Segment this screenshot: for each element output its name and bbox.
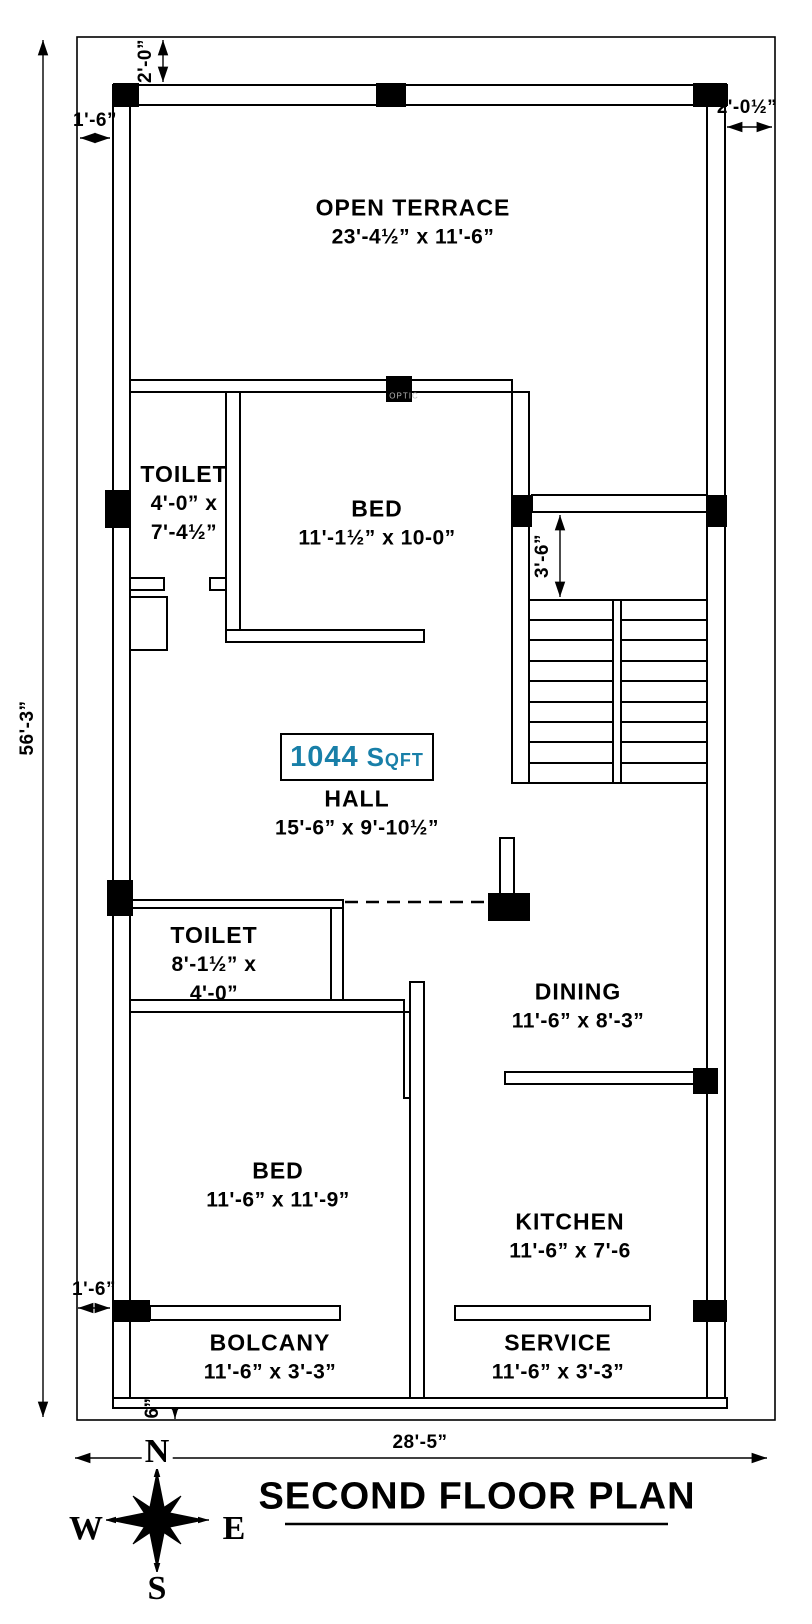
compass-west-label: W <box>66 1512 106 1546</box>
room-label-bed-upper <box>298 494 455 553</box>
dim-stair-landing: 3'-6” <box>532 534 553 578</box>
room-dims: 11'-1½” x 10-0” <box>298 526 456 550</box>
room-label-open-terrace <box>316 193 511 252</box>
compass-star <box>105 1466 209 1574</box>
room-label-toilet-upper <box>140 459 227 547</box>
room-name: TOILET <box>140 461 228 487</box>
dim-top-left-vertical: 2'-0” <box>135 39 156 83</box>
dim-bottom-left: 1'-6” <box>72 1279 116 1300</box>
room-label-service <box>492 1328 625 1387</box>
room-name: BED <box>252 1157 304 1184</box>
drawing-title: SECOND FLOOR PLAN <box>258 1475 696 1518</box>
room-dims: 11'-6” x 8'-3” <box>511 1009 645 1033</box>
room-dims: 23'-4½” x 11'-6” <box>331 225 495 249</box>
dim-balcony-offset: 6” <box>142 1397 163 1419</box>
dim-top-left-horizontal: 1'-6” <box>73 110 117 131</box>
room-dims: 11'-6” x 11'-9” <box>206 1188 350 1212</box>
room-label-toilet-lower <box>170 920 257 1008</box>
room-label-hall <box>275 784 439 843</box>
stairs <box>529 600 707 783</box>
compass-east-label: E <box>220 1512 249 1546</box>
room-name: BED <box>351 495 403 522</box>
room-dims: 7'-4½” <box>150 521 218 544</box>
compass-north-label: N <box>142 1435 173 1469</box>
room-label-kitchen <box>509 1207 631 1266</box>
area-badge <box>280 733 434 781</box>
compass-south-label: S <box>145 1572 170 1606</box>
room-dims: 11'-6” x 3'-3” <box>203 1360 337 1384</box>
room-dims: 4'-0” x <box>150 492 218 515</box>
room-dims: 11'-6” x 7'-6 <box>509 1239 631 1263</box>
room-name: TOILET <box>170 922 258 948</box>
dim-overall-height: 56'-3” <box>17 700 38 756</box>
dim-top-right: 2'-0½” <box>716 97 778 118</box>
room-label-bolcany <box>204 1328 337 1387</box>
room-name: KITCHEN <box>515 1208 625 1235</box>
room-name: BOLCANY <box>209 1329 331 1356</box>
room-dims: 4'-0” <box>189 982 239 1005</box>
watermark-text: OPTIC <box>389 391 419 401</box>
room-label-bed-lower <box>206 1156 350 1215</box>
room-name: SERVICE <box>504 1329 612 1356</box>
area-badge-unit: Sqft <box>366 741 424 772</box>
room-label-dining <box>512 977 645 1036</box>
room-dims: 8'-1½” x <box>171 953 257 976</box>
room-name: DINING <box>534 978 622 1005</box>
area-badge-value: 1044 <box>290 740 359 773</box>
room-name: OPEN TERRACE <box>315 194 511 221</box>
room-dims: 11'-6” x 3'-3” <box>491 1360 625 1384</box>
dim-overall-width: 28'-5” <box>392 1432 448 1453</box>
room-dims: 15'-6” x 9'-10½” <box>275 816 439 840</box>
room-name: HALL <box>324 785 390 812</box>
